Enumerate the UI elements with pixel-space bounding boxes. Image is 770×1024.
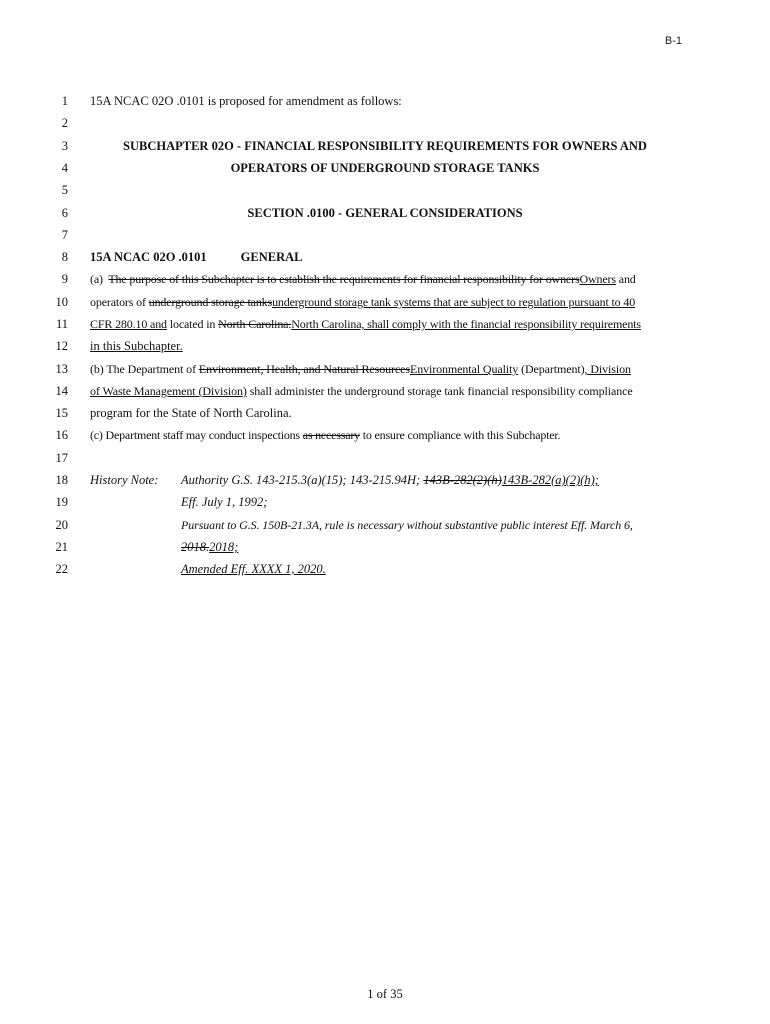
line-number: 1 xyxy=(61,94,68,108)
document-line xyxy=(0,317,770,339)
subchapter-title-line-1: SUBCHAPTER 02O - FINANCIAL RESPONSIBILITY REQUIREMENTS FOR OWNERS AND xyxy=(123,139,647,153)
document-line xyxy=(0,339,770,361)
para-a-line xyxy=(90,295,680,310)
document-line xyxy=(0,428,770,450)
history-pursuant: Pursuant to G.S. 150B-21.3A, rule is necessary without substantive public interest Eff. March 6, xyxy=(181,518,633,532)
inserted-text: underground storage tank systems that are subject to regulation pursuant to 40 xyxy=(272,295,636,309)
rule-title: GENERAL xyxy=(240,250,303,264)
document-line xyxy=(0,451,770,473)
line-number: 14 xyxy=(55,384,68,398)
text: Authority G.S. 143-215.3(a)(15); 143-215.94H; xyxy=(181,473,421,487)
line-number: 4 xyxy=(61,161,68,175)
deleted-text: 2018. xyxy=(181,540,210,554)
document-line xyxy=(0,495,770,517)
document-line xyxy=(0,139,770,161)
line-number: 18 xyxy=(55,473,68,487)
para-label: (a) xyxy=(90,272,103,286)
line-number: 5 xyxy=(61,183,68,197)
line-number: 2 xyxy=(61,116,68,130)
text: operators of xyxy=(90,295,146,309)
document-line xyxy=(0,183,770,205)
deleted-text: as necessary xyxy=(302,428,360,442)
para-b-line xyxy=(90,384,680,399)
inserted-text: North Carolina, shall comply with the financial responsibility requirements xyxy=(291,317,641,331)
deleted-text: underground storage tanks xyxy=(148,295,273,309)
inserted-text: Owners xyxy=(579,272,616,286)
line-number: 17 xyxy=(55,451,68,465)
para-b-line: program for the State of North Carolina. xyxy=(90,406,292,420)
text: (b) The Department of xyxy=(90,362,196,376)
document-line xyxy=(0,384,770,406)
document-line xyxy=(0,250,770,272)
line-number: 15 xyxy=(55,406,68,420)
document-line xyxy=(0,295,770,317)
line-number: 16 xyxy=(55,428,68,442)
document-line xyxy=(0,540,770,562)
line-number: 19 xyxy=(55,495,68,509)
document-line xyxy=(0,228,770,250)
inserted-text: , Division xyxy=(584,362,631,376)
document-line xyxy=(0,94,770,116)
line-number: 21 xyxy=(55,540,68,554)
deleted-text: The purpose of this Subchapter is to establish the requirements for financial responsibility for owners xyxy=(108,272,580,286)
document-line xyxy=(0,473,770,495)
document-line xyxy=(0,272,770,294)
deleted-text: 143B-282(2)(h) xyxy=(423,473,502,487)
line-number: 7 xyxy=(61,228,68,242)
history-amended xyxy=(181,562,681,577)
text: to ensure compliance with this Subchapter. xyxy=(362,428,561,442)
para-a-line xyxy=(90,339,680,354)
document-line xyxy=(0,161,770,183)
inserted-text: in this Subchapter. xyxy=(90,339,183,353)
history-authority xyxy=(181,473,681,488)
inserted-text: Amended Eff. XXXX 1, 2020. xyxy=(181,562,326,576)
section-title: SECTION .0100 - GENERAL CONSIDERATIONS xyxy=(247,206,523,220)
rule-number: 15A NCAC 02O .0101 xyxy=(90,250,207,264)
intro-text: 15A NCAC 02O .0101 is proposed for amendment as follows: xyxy=(90,94,402,108)
document-line xyxy=(0,406,770,428)
deleted-text: Environment, Health, and Natural Resources xyxy=(198,362,410,376)
para-c-line xyxy=(90,428,680,443)
text: (c) Department staff may conduct inspections xyxy=(90,428,300,442)
line-number: 10 xyxy=(55,295,68,309)
line-number: 13 xyxy=(55,362,68,376)
text: located in xyxy=(169,317,216,331)
subchapter-title-line-2: OPERATORS OF UNDERGROUND STORAGE TANKS xyxy=(230,161,540,175)
document-line xyxy=(0,116,770,138)
text: shall administer the underground storage tank financial responsibility compliance xyxy=(249,384,633,398)
para-a-line xyxy=(90,317,680,332)
document-line xyxy=(0,362,770,384)
inserted-text: 143B-282(a)(2)(h); xyxy=(501,473,599,487)
para-a-line xyxy=(90,272,680,287)
history-effective: Eff. July 1, 1992; xyxy=(181,495,268,509)
inserted-text: of Waste Management (Division) xyxy=(90,384,247,398)
line-number: 22 xyxy=(55,562,68,576)
inserted-text: CFR 280.10 and xyxy=(90,317,167,331)
line-number: 20 xyxy=(55,518,68,532)
document-line xyxy=(0,562,770,584)
line-number: 11 xyxy=(55,317,68,331)
history-pursuant-date xyxy=(181,540,681,555)
line-number: 6 xyxy=(61,206,68,220)
history-note-label: History Note: xyxy=(90,473,159,487)
text: (Department) xyxy=(521,362,585,376)
page-footer: 1 of 35 xyxy=(367,987,403,1001)
inserted-text: 2018; xyxy=(209,540,239,554)
line-number: 8 xyxy=(61,250,68,264)
deleted-text: North Carolina. xyxy=(218,317,292,331)
text: and xyxy=(618,272,636,286)
inserted-text: Environmental Quality xyxy=(409,362,519,376)
line-number: 3 xyxy=(61,139,68,153)
para-b-line xyxy=(90,362,680,377)
document-line xyxy=(0,206,770,228)
rule-heading xyxy=(90,250,680,265)
line-number: 9 xyxy=(61,272,68,286)
page-tag: B-1 xyxy=(664,35,682,47)
document-line xyxy=(0,518,770,540)
line-number: 12 xyxy=(55,339,68,353)
